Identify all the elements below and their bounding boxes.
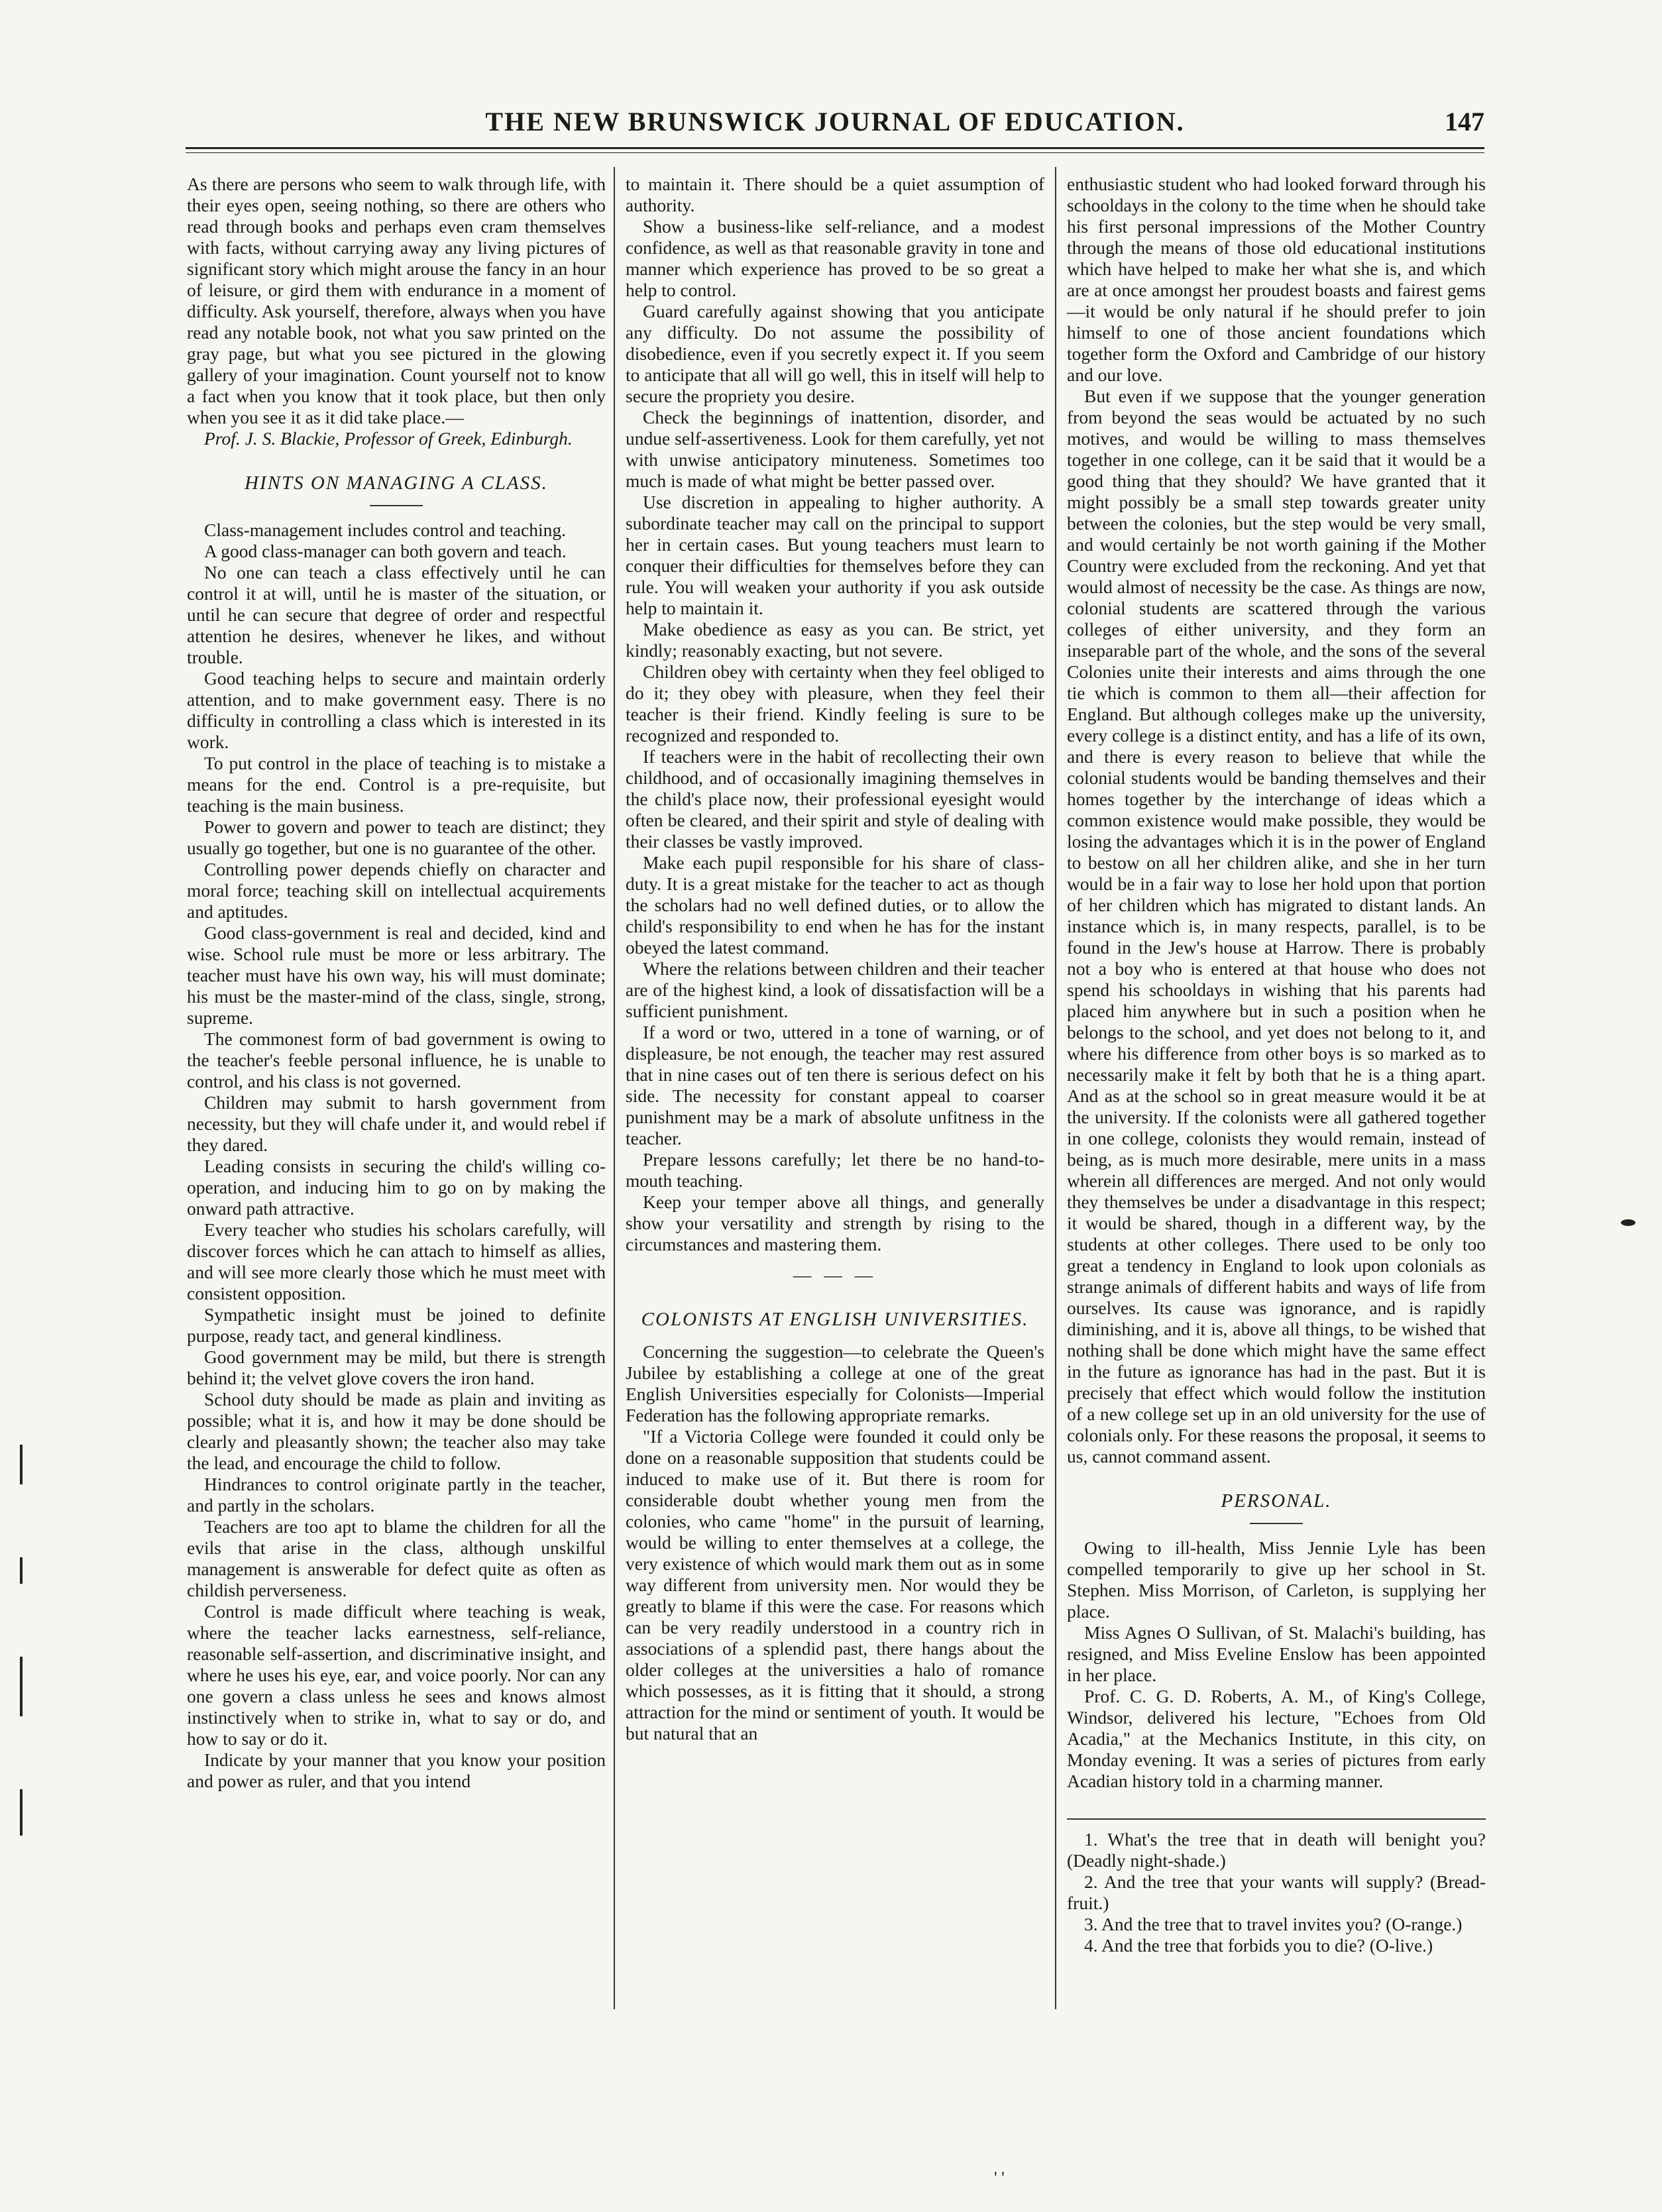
paragraph: As there are persons who seem to walk through life, with their eyes open, seeing nothing, so there are others who read through books and perhaps even cram themselves with facts, without carrying away any living pictures of significant story which might arouse the fancy in an hour of leisure, or gird them with endurance in a moment of difficulty. Ask yourself, therefore, always when you have read any notable book, not what you saw printed on the gray page, but what you see pictured in the glowing gallery of your imagination. Count yourself not to know a fact when you know that it took place, but then only when you see it as it did take place.— [187, 174, 606, 427]
paragraph: The commonest form of bad government is owing to the teacher's feeble personal influence, he is unable to control, and his class is not governed. [187, 1028, 606, 1091]
paragraph: Teachers are too apt to blame the children for all the evils that arise in the class, although unskilful management is answerable for defect quite as often as childish perverseness. [187, 1516, 606, 1600]
paragraph: If teachers were in the habit of recollecting their own childhood, and of occasionally imagining themselves in the child's place now, their professional eyesight would often be cleared, and their spirit and style of dealing with their classes be vastly improved. [626, 746, 1044, 852]
paragraph: Show a business-like self-reliance, and a modest confidence, as well as that reasonable gravity in tone and manner which experience has proved to be so great a help to control. [626, 216, 1044, 300]
paragraph: Hindrances to control originate partly in the teacher, and partly in the scholars. [187, 1474, 606, 1516]
page-number: 147 [1445, 107, 1484, 137]
ink-blot [1621, 1219, 1635, 1226]
section-separator: — — — [793, 1264, 877, 1285]
paragraph: "If a Victoria College were founded it could only be done on a reasonable supposition that students could be induced to make use of it. But there is room for considerable doubt whether young men from the colonies, who came "home" in the pursuit of learning, would be willing to enter themselves at a college, the very existence of which would mark them out as in some way different from university men. Nor would they be greatly to blame if this were the case. For reasons which can be very readily understood in a country rich in associations of a splendid past, there hangs about the older colleges at the universities a halo of romance which possesses, as it is fitting that it should, a strong attraction for the mind or sentiment of youth. It would be but natural that an [626, 1426, 1044, 1743]
section-heading: COLONISTS AT ENGLISH UNIVERSITIES. [641, 1309, 1029, 1330]
paragraph: If a word or two, uttered in a tone of warning, or of displeasure, be not enough, the teacher may rest assured that in nine cases out of ten there is serious defect on his side. The necessity for constant appeal to coarser punishment may be a mark of absolute unfitness in the teacher. [626, 1022, 1044, 1148]
paragraph: enthusiastic student who had looked forward through his schooldays in the colony to the time when he should take his first personal impressions of the Mother Country through the means of those old educational institutions which have helped to make her what she is, and which are at once amongst her proudest boasts and fairest gems—it would be only natural if he should prefer to join himself to one of those ancient foundations which together form the Oxford and Cambridge of our history and our love. [1067, 174, 1486, 385]
riddle-item: 1. What's the tree that in death will benight you? (Deadly night-shade.) [1067, 1829, 1486, 1871]
paragraph: Good class-government is real and decided, kind and wise. School rule must be more or less arbitrary. The teacher must have his own way, his will must dominate; his must be the master-mind of the class, single, strong, supreme. [187, 922, 606, 1028]
section-rule [1250, 1523, 1303, 1524]
paragraph: A good class-manager can both govern and teach. [204, 541, 567, 561]
riddle-item: 3. And the tree that to travel invites you? (O-range.) [1084, 1914, 1463, 1934]
paragraph: Control is made difficult where teaching is weak, where the teacher lacks earnestness, self-reliance, reasonable self-assertion, and discriminative insight, and where he uses his eye, ear, and voice poorly. Nor can any one govern a class unless he sees and knows almost instinctively when to strike in, what to say or do, and how to say or do it. [187, 1601, 606, 1749]
paragraph: to maintain it. There should be a quiet assumption of authority. [626, 174, 1044, 215]
paragraph: Use discretion in appealing to higher authority. A subordinate teacher may call on the principal to support her in certain cases. But young teachers must learn to conquer their difficulties for themselves before they can rule. You will weaken your authority if you ask outside help to maintain it. [626, 492, 1044, 618]
riddle-item: 4. And the tree that forbids you to die? (O-live.) [1084, 1935, 1433, 1956]
margin-marks [20, 1445, 25, 1908]
paragraph: Good teaching helps to secure and maintain orderly attention, and to make government easy. There is no difficulty in controlling a class which is interested in its work. [187, 668, 606, 752]
paragraph: Miss Agnes O Sullivan, of St. Malachi's building, has resigned, and Miss Eveline Enslow has been appointed in her place. [1067, 1622, 1486, 1685]
paragraph: Check the beginnings of inattention, disorder, and undue self-assertiveness. Look for them carefully, yet not with unwise anticipatory minuteness. Sometimes too much is made of what might be better passed over. [626, 407, 1044, 491]
paragraph: Power to govern and power to teach are distinct; they usually go together, but one is no guarantee of the other. [187, 816, 606, 858]
riddle-item: 2. And the tree that your wants will supply? (Bread-fruit.) [1067, 1871, 1486, 1913]
quote-attribution: Prof. J. S. Blackie, Professor of Greek, Edinburgh. [204, 428, 573, 449]
section-rule [370, 505, 423, 506]
paragraph: To put control in the place of teaching is to mistake a means for the end. Control is a pre-requisite, but teaching is the main business. [187, 753, 606, 816]
header-rule-thin [186, 152, 1484, 153]
paragraph: Leading consists in securing the child's willing co-operation, and inducing him to go on by making the onward path attractive. [187, 1156, 606, 1219]
paragraph: Class-management includes control and teaching. [204, 520, 567, 540]
paragraph: Controlling power depends chiefly on character and moral force; teaching skill on intellectual acquirements and aptitudes. [187, 859, 606, 922]
paragraph: Sympathetic insight must be joined to definite purpose, ready tact, and general kindliness. [187, 1304, 606, 1346]
paragraph: Make obedience as easy as you can. Be strict, yet kindly; reasonably exacting, but not severe. [626, 619, 1044, 661]
riddle-list [1067, 1818, 1486, 1956]
journal-title: THE NEW BRUNSWICK JOURNAL OF EDUCATION. [485, 107, 1185, 137]
header-rule [186, 147, 1484, 149]
page-header [186, 106, 1484, 146]
paragraph: Good government may be mild, but there is strength behind it; the velvet glove covers the iron hand. [187, 1347, 606, 1388]
section-heading: HINTS ON MANAGING A CLASS. [245, 472, 548, 494]
paragraph: Where the relations between children and their teacher are of the highest kind, a look of dissatisfaction will be a sufficient punishment. [626, 958, 1044, 1021]
paragraph: Make each pupil responsible for his share of class-duty. It is a great mistake for the teacher to act as though the scholars had no well defined duties, or to allow the child's responsibility to end when he has for the instant obeyed the latest command. [626, 852, 1044, 958]
section-heading: PERSONAL. [1221, 1490, 1332, 1512]
paragraph: Every teacher who studies his scholars carefully, will discover forces which he can attach to himself as allies, and will see more clearly those which he must meet with consistent opposition. [187, 1219, 606, 1303]
column-divider [1055, 167, 1056, 2009]
paragraph: Guard carefully against showing that you anticipate any difficulty. Do not assume the possibility of disobedience, even if you secretly expect it. If you seem to anticipate that all will go well, this in itself will help to secure the propriety you desire. [626, 301, 1044, 406]
paragraph: Keep your temper above all things, and generally show your versatility and strength by rising to the circumstances and mastering them. [626, 1191, 1044, 1254]
paragraph: Prof. C. G. D. Roberts, A. M., of King's College, Windsor, delivered his lecture, "Echoes from Old Acadia," at the Mechanics Institute, in this city, on Monday evening. It was a series of pictures from early Acadian history told in a charming manner. [1067, 1686, 1486, 1791]
paragraph: Children may submit to harsh government from necessity, but they will chafe under it, and would rebel if they dared. [187, 1092, 606, 1155]
paragraph: Owing to ill-health, Miss Jennie Lyle has been compelled temporarily to give up her school in St. Stephen. Miss Morrison, of Carleton, is supplying her place. [1067, 1537, 1486, 1622]
column-middle [626, 174, 1044, 1744]
paragraph: But even if we suppose that the younger generation from beyond the seas would be actuated by no such motives, and would be willing to mass themselves together in one college, can it be said that it would be a good thing that they should? We have granted that it might possibly be a small step towards greater unity between the colonies, but the step would be very small, and would certainly be not worth gaining if the Mother Country were excluded from the reckoning. And yet that would almost of necessity be the case. As things are now, colonial students are scattered through the various colleges of either university, and they form an inseparable part of the whole, and the sons of the several Colonies unite their interests and aims through the one tie which is common to them all—their affection for England. But although colleges make up the university, every college is a distinct entity, and has a life of its own, and there is every reason to believe that while the colonial students would be banding themselves and their homes together by the interchange of ideas which a common existence would make possible, they would be losing the advantages which it is in the power of England to bestow on all her children alike, and she in her turn would be in a fair way to lose her hold upon that portion of her children which has migrated to distant lands. An instance which is, in many respects, parallel, is to be found in the Jew's house at Harrow. There is probably not a boy who is entered at that house who does not spend his schooldays in wishing that his parents had placed him anywhere but in such a position when he belongs to the school, and yet does not belong to it, and where his difference from other boys is so marked as to necessarily make it felt by both that he is a thing apart. And as at the school so in great measure would it be at the university. If the colonists were all gathered together in one college, colonists they would remain, instead of being, as is much more desirable, mere units in a mass wherein all differences are merged. And not only would they themselves be under a disadvantage in this respect; it would be shared, though in a different way, by the students at other colleges. There used to be only too great a tendency in England to look upon colonials as strange animals of different habits and ways of life from ourselves. Its cause was ignorance, and is rapidly diminishing, and it is, above all things, to be wished that nothing shall be done which might have the same effect in the future as ignorance has had in the past. But it is precisely that effect which would follow the institution of a new college set up in an old university for the use of colonials only. For these reasons the proposal, it seems to us, cannot command assent. [1067, 386, 1486, 1466]
column-left [187, 174, 606, 1792]
column-right [1067, 174, 1486, 1956]
paragraph: Indicate by your manner that you know your position and power as ruler, and that you intend [187, 1749, 606, 1791]
paragraph: School duty should be made as plain and inviting as possible; what it is, and how it may be done should be clearly and pleasantly shown; the teacher also may take the lead, and encourage the child to follow. [187, 1389, 606, 1473]
paragraph: Prepare lessons carefully; let there be no hand-to-mouth teaching. [626, 1149, 1044, 1191]
column-divider [614, 167, 615, 2009]
paragraph: Children obey with certainty when they feel obliged to do it; they obey with pleasure, when they feel their teacher is their friend. Kindly feeling is sure to be recognized and responded to. [626, 661, 1044, 746]
footer-mark: ' ' [994, 2168, 1005, 2187]
paragraph: Concerning the suggestion—to celebrate the Queen's Jubilee by establishing a college at one of the great English Universities especially for Colonists—Imperial Federation has the following appropriate remarks. [626, 1341, 1044, 1425]
paragraph: No one can teach a class effectively until he can control it at will, until he is master of the situation, or until he can secure that degree of order and respectful attention he desires, whenever he likes, and without trouble. [187, 562, 606, 667]
